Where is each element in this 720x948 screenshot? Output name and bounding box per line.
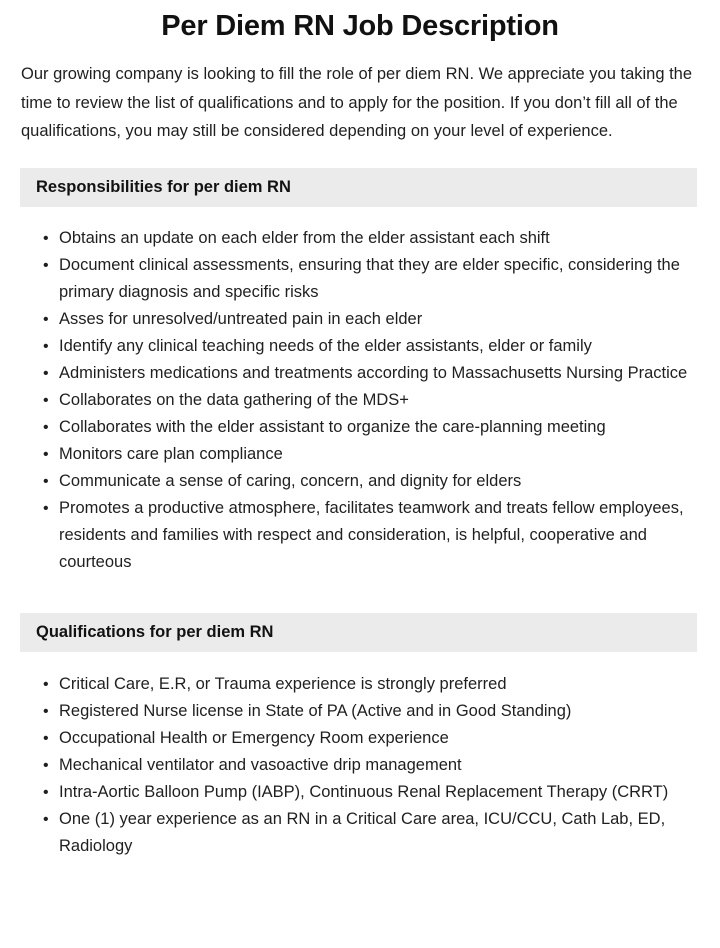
intro-paragraph: Our growing company is looking to fill the role of per diem RN. We appreciate you taking the time to review the list of qualifications and to apply for the position. If you don’t fill all of the qualifications, you may still be considered depending on your level of experience. — [21, 65, 693, 140]
section-header-responsibilities — [20, 168, 697, 207]
qualifications-list — [0, 652, 720, 860]
list-item: • Communicate a sense of caring, concern, and dignity for elders — [21, 468, 696, 495]
responsibilities-list — [0, 207, 720, 576]
page-bottom-spacer — [0, 860, 720, 890]
list-item: • Registered Nurse license in State of PA (Active and in Good Standing) — [21, 698, 696, 725]
page-title: Per Diem RN Job Description — [161, 10, 559, 42]
list-item: • Document clinical assessments, ensuring that they are elder specific, considering the primary diagnosis and specific risks — [21, 252, 696, 306]
list-item: • Administers medications and treatments according to Massachusetts Nursing Practice — [21, 360, 696, 387]
list-item: • Collaborates on the data gathering of the MDS+ — [21, 387, 696, 414]
list-item: • Promotes a productive atmosphere, facilitates teamwork and treats fellow employees, residents and families with respect and consideration, is helpful, cooperative and courteous — [21, 495, 696, 576]
list-item: • One (1) year experience as an RN in a Critical Care area, ICU/CCU, Cath Lab, ED, Radiology — [21, 806, 696, 860]
list-item: • Occupational Health or Emergency Room experience — [21, 725, 696, 752]
list-item: • Identify any clinical teaching needs of the elder assistants, elder or family — [21, 333, 696, 360]
section-qualifications — [0, 613, 720, 860]
section-header-label: Responsibilities for per diem RN — [36, 178, 291, 196]
section-header-label: Qualifications for per diem RN — [36, 623, 274, 641]
list-item: • Asses for unresolved/untreated pain in each elder — [21, 306, 696, 333]
section-header-qualifications — [20, 613, 697, 652]
list-item: • Critical Care, E.R, or Trauma experience is strongly preferred — [21, 671, 696, 698]
list-item: • Mechanical ventilator and vasoactive drip management — [21, 752, 696, 779]
list-item: • Collaborates with the elder assistant to organize the care-planning meeting — [21, 414, 696, 441]
list-item: • Obtains an update on each elder from the elder assistant each shift — [21, 225, 696, 252]
list-item: • Monitors care plan compliance — [21, 441, 696, 468]
list-item: • Intra-Aortic Balloon Pump (IABP), Continuous Renal Replacement Therapy (CRRT) — [21, 779, 696, 806]
section-responsibilities — [0, 168, 720, 576]
